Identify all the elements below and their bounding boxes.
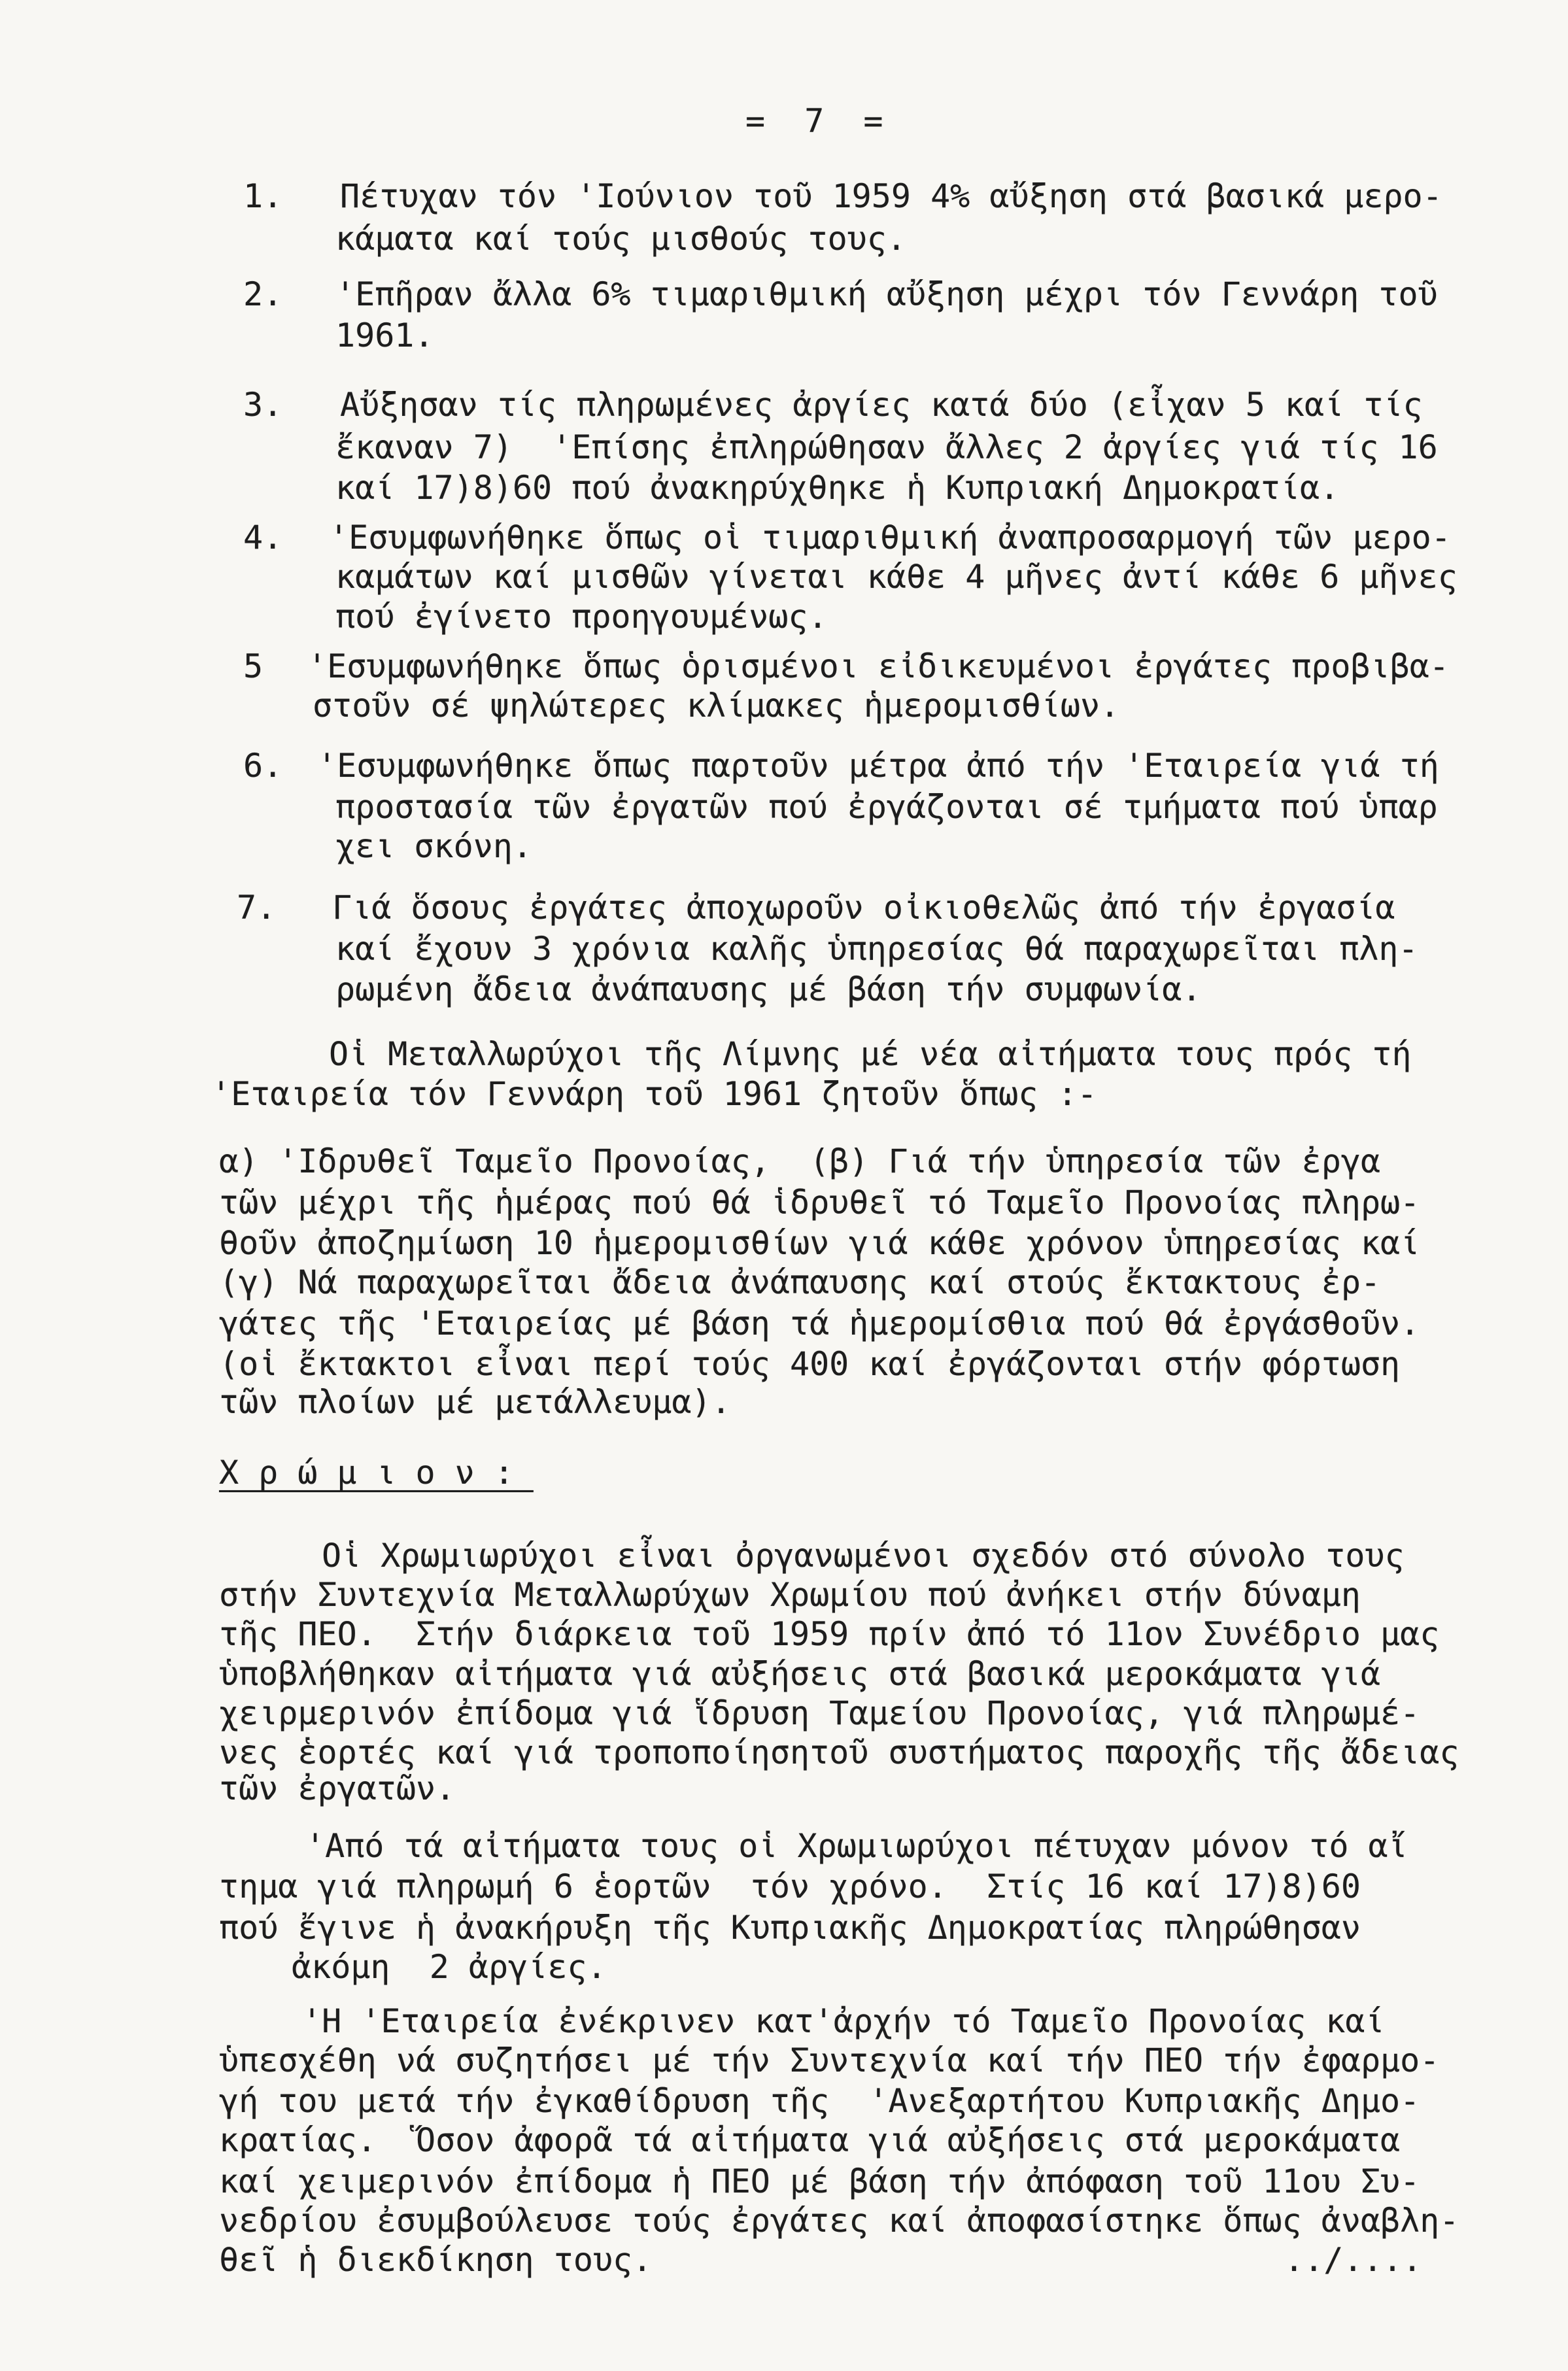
demands-line: τῶν μέχρι τῆς ἡμέρας πού θά ἱδρυθεῖ τό Ταμεῖο Προνοίας πληρω-	[219, 1184, 1420, 1221]
item-text-line: Γιά ὅσους ἐργάτες ἀποχωροῦν οἰκιοθελῶς ἀπό τήν ἐργασία	[332, 889, 1395, 927]
item-text-line: καί 17)8)60 πού ἀνακηρύχθηκε ἡ Κυπριακή Δημοκρατία.	[335, 469, 1340, 507]
item-number: 5	[243, 647, 264, 685]
item-number: 3.	[243, 386, 283, 424]
item-text-line: Αὔξησαν τίς πληρωμένες ἀργίες κατά δύο (εἶχαν 5 καί τίς	[340, 386, 1423, 424]
demands-line: α) 'Ιδρυθεῖ Ταμεῖο Προνοίας, (β) Γιά τήν ὑπηρεσία τῶν ἐργα	[219, 1142, 1381, 1180]
paragraph-line: ἀκόμη 2 ἀργίες.	[292, 1948, 607, 1986]
item-text-line: καμάτων καί μισθῶν γίνεται κάθε 4 μῆνες ἀντί κάθε 6 μῆνες	[335, 558, 1457, 596]
paragraph-line: Οἱ Μεταλλωρύχοι τῆς Λίμνης μέ νέα αἰτήματα τους πρός τή	[329, 1035, 1412, 1073]
paragraph-line: τημα γιά πληρωμή 6 ἑορτῶν τόν χρόνο. Στίς 16 καί 17)8)60	[219, 1868, 1361, 1905]
item-text-line: πού ἐγίνετο προηγουμένως.	[335, 598, 828, 636]
paragraph-line: κρατίας. Ὅσον ἀφορᾶ τά αἰτήματα γιά αὐξήσεις στά μεροκάματα	[219, 2121, 1401, 2159]
page-number: = 7 =	[745, 102, 883, 140]
paragraph-line: τῆς ΠΕΟ. Στήν διάρκεια τοῦ 1959 πρίν ἀπό τό 11ον Συνέδριο μας	[219, 1615, 1440, 1653]
paragraph-line: πού ἔγινε ἡ ἀνακήρυξη τῆς Κυπριακῆς Δημοκρατίας πληρώθησαν	[219, 1909, 1361, 1947]
item-text-line: 'Εσυμφωνήθηκε ὅπως οἱ τιμαριθμική ἀναπροσαρμογή τῶν μερο-	[329, 519, 1451, 556]
paragraph-line: 'Εταιρεία τόν Γεννάρη τοῦ 1961 ζητοῦν ὅπως :-	[211, 1075, 1097, 1113]
paragraph-line: 'Από τά αἰτήματα τους οἱ Χρωμιωρύχοι πέτυχαν μόνον τό αἴ	[305, 1827, 1408, 1865]
item-text-line: 'Επῆραν ἄλλα 6% τιμαριθμική αὔξηση μέχρι τόν Γεννάρη τοῦ	[335, 275, 1438, 313]
item-number: 6.	[243, 747, 283, 785]
paragraph-line: τῶν ἐργατῶν.	[219, 1769, 456, 1807]
item-text-line: χει σκόνη.	[335, 827, 533, 865]
item-number: 2.	[243, 275, 283, 313]
paragraph-line: στήν Συντεχνία Μεταλλωρύχων Χρωμίου πού ἀνήκει στήν δύναμη	[219, 1576, 1361, 1614]
item-text-line: κάματα καί τούς μισθούς τους.	[335, 220, 906, 258]
paragraph-line: νεδρίου ἐσυμβούλευσε τούς ἐργάτες καί ἀποφασίστηκε ὅπως ἀναβλη-	[219, 2202, 1459, 2240]
item-text-line: 1961.	[335, 316, 434, 354]
paragraph-line: χειρμερινόν ἐπίδομα γιά ἵδρυση Ταμείου Προνοίας, γιά πληρωμέ-	[219, 1694, 1420, 1732]
paragraph-line: ὑποβλήθηκαν αἰτήματα γιά αὐξήσεις στά βασικά μεροκάματα γιά	[219, 1655, 1381, 1693]
item-text-line: Πέτυχαν τόν 'Ιούνιον τοῦ 1959 4% αὔξηση στά βασικά μερο-	[340, 177, 1442, 215]
demands-line: γάτες τῆς 'Εταιρείας μέ βάση τά ἡμερομίσθια πού θά ἐργάσθοῦν.	[219, 1305, 1420, 1342]
demands-line: (γ) Νά παραχωρεῖται ἄδεια ἀνάπαυσης καί στούς ἔκτακτους ἐρ-	[219, 1263, 1381, 1301]
item-number: 7.	[237, 889, 277, 927]
item-text-line: 'Εσυμφωνήθηκε ὅπως παρτοῦν μέτρα ἀπό τήν 'Εταιρεία γιά τή	[317, 747, 1439, 785]
paragraph-line: θεῖ ἡ διεκδίκηση τους.	[219, 2241, 653, 2279]
item-text-line: καί ἔχουν 3 χρόνια καλῆς ὑπηρεσίας θά παραχωρεῖται πλη-	[335, 930, 1418, 968]
paragraph-line: 'Η 'Εταιρεία ἐνέκρινεν κατ'ἀρχήν τό Ταμεῖο Προνοίας καί	[302, 2002, 1385, 2040]
demands-line: (οἱ ἔκτακτοι εἶναι περί τούς 400 καί ἐργάζονται στήν φόρτωση	[219, 1345, 1401, 1383]
paragraph-line: νες ἑορτές καί γιά τροποποίησητοῦ συστήματος παροχῆς τῆς ἄδειας	[219, 1733, 1459, 1771]
item-number: 4.	[243, 519, 283, 556]
item-number: 1.	[243, 177, 283, 215]
section-heading-chromium: Χρώμιον:	[219, 1454, 534, 1492]
paragraph-line: Οἱ Χρωμιωρύχοι εἶναι ὀργανωμένοι σχεδόν στό σύνολο τους	[322, 1537, 1405, 1575]
continuation-mark: ../....	[1284, 2241, 1422, 2279]
item-text-line: στοῦν σέ ψηλώτερες κλίμακες ἡμερομισθίων.	[313, 687, 1120, 725]
paragraph-line: καί χειμερινόν ἐπίδομα ἡ ΠΕΟ μέ βάση τήν ἀπόφαση τοῦ 11ου Συ-	[219, 2162, 1420, 2200]
demands-line: τῶν πλοίων μέ μετάλλευμα).	[219, 1383, 731, 1421]
paragraph-line: ὑπεσχέθη νά συζητήσει μέ τήν Συντεχνία καί τήν ΠΕΟ τήν ἐφαρμο-	[219, 2041, 1440, 2079]
demands-line: θοῦν ἀποζημίωση 10 ἡμερομισθίων γιά κάθε χρόνον ὑπηρεσίας καί	[219, 1224, 1420, 1262]
item-text-line: 'Εσυμφωνήθηκε ὅπως ὁρισμένοι εἰδικευμένοι ἐργάτες προβιβα-	[307, 647, 1449, 685]
item-text-line: προστασία τῶν ἐργατῶν πού ἐργάζονται σέ τμήματα πού ὑπαρ	[335, 788, 1438, 826]
item-text-line: ρωμένη ἄδεια ἀνάπαυσης μέ βάση τήν συμφωνία.	[335, 970, 1202, 1008]
paragraph-line: γή του μετά τήν ἐγκαθίδρυση τῆς 'Ανεξαρτήτου Κυπριακῆς Δημο-	[219, 2082, 1420, 2120]
item-text-line: ἔκαναν 7) 'Επίσης ἐπληρώθησαν ἄλλες 2 ἀργίες γιά τίς 16	[335, 428, 1438, 466]
